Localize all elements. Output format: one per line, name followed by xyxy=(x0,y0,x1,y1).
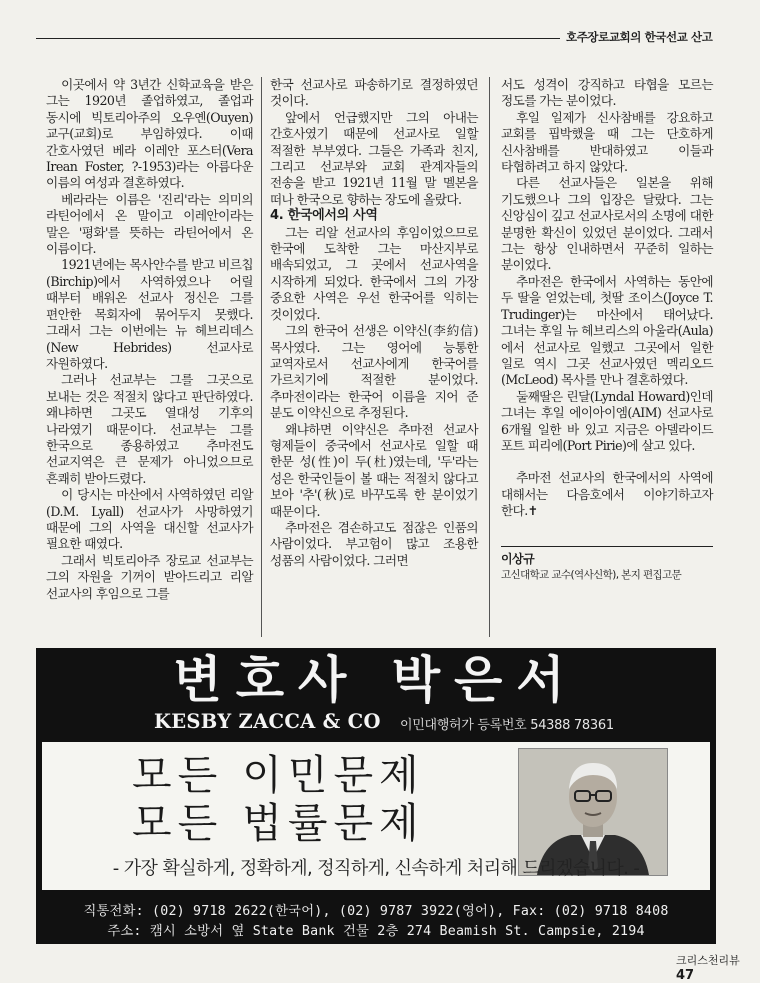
paragraph: 왜냐하면 이약신은 추마전 선교사 형제들이 중국에서 선교사로 일할 때 한문 성(性)이 두(杜)였는데, '두'라는 성은 한국인들이 볼 때는 적절치 않다고 보아 '추'(秋)로 바꾸도록 한 분이었기 때문이다. xyxy=(270,421,478,519)
header-rule xyxy=(36,38,560,39)
ad-registration-number: 이민대행허가 등록번호 54388 78361 xyxy=(400,718,614,733)
paragraph: 추마전은 한국에서 사역하는 동안에 두 딸을 얻었는데, 첫딸 조이스(Joyce T. Trudinger)는 마산에서 태어났다. 그녀는 후일 뉴 헤브리스의 아울라(Aula)에서 선교사로 일했고 그곳에서 일한 일로 역시 그곳 선교사였던 멕리오드(McLeod) 목사를 만나 결혼하였다. xyxy=(501,273,713,388)
column-divider xyxy=(261,77,262,637)
ad-headline: 변호사 박은서 xyxy=(173,651,579,709)
ad-slogan-line-1: 모든 이민문제 xyxy=(132,751,425,799)
ad-phone-line: 직통전화: (02) 9718 2622(한국어), (02) 9787 3922(영어), Fax: (02) 9718 8408 xyxy=(83,904,669,919)
paragraph: 다른 선교사들은 일본을 위해 기도했으나 그의 입장은 달랐다. 그는 신앙심이 깊고 선교사로서의 소명에 대한 분명한 확신이 있었던 분이었다. 그래서 그는 항상 인내하면서 꾸준히 일하는 분이었다. xyxy=(501,175,713,273)
section-heading: 4. 한국에서의 사역 xyxy=(270,208,378,224)
paragraph: 앞에서 언급했지만 그의 아내는 간호사였기 때문에 선교사로 일할 적절한 부부였다. 그들은 가족과 친지, 그리고 선교부와 교회 관계자들의 전송을 받고 1921년 11월 말 멜본을 떠나 한국으로 향하는 장도에 올랐다. xyxy=(270,109,478,207)
paragraph: 그래서 빅토리아주 장로교 선교부는 그의 자원을 기꺼이 받아드리고 리알 선교사의 후임으로 그를 xyxy=(46,552,253,601)
column-divider xyxy=(489,77,490,637)
page-number: 47 xyxy=(676,968,695,983)
paragraph: 이 당시는 마산에서 사역하였던 리알(D.M. Lyall) 선교사가 사망하였기 때문에 그의 사역을 대신할 선교사가 필요한 때였다. xyxy=(46,487,253,552)
article-column-3 xyxy=(501,77,713,583)
paragraph: 서도 성격이 강직하고 타협을 모르는 정도를 가는 분이었다. xyxy=(501,77,713,109)
paragraph: 그는 리알 선교사의 후임이었으므로 한국에 도착한 그는 마산지부로 배속되었고, 그 곳에서 선교사역을 시작하게 되었다. 한국에서 그의 가장 중요한 사역은 우선 한국어를 익히는 것이었다. xyxy=(270,224,478,322)
paragraph: 베라라는 이름은 '진리'라는 의미의 라틴어에서 온 말이고 이레안이라는 말은 '평화'를 뜻하는 라틴어에서 온 이름이다. xyxy=(46,191,253,257)
paragraph: 이곳에서 약 3년간 신학교육을 받은 그는 1920년 졸업하였고, 졸업과 동시에 빅토리아주의 오우옌(Ouyen)교구(교회)로 부임하였다. 이때 간호사였던 베라 이레안 포스터(Vera Irean Foster, ?-1953)라는 아름다운 이름의 여성과 결혼하였다. xyxy=(46,77,253,191)
paragraph: 그러나 선교부는 그를 그곳으로 보내는 것은 적절치 않다고 판단하였다. 왜냐하면 그곳도 열대성 기후의 나라였기 때문이다. 선교부는 그를 한국으로 종용하였고 추마전도 선교지역은 큰 문제가 아니었으므로 흔쾌히 받아드렸다. xyxy=(46,372,253,486)
ad-firm-name: KESBY ZACCA & CO xyxy=(154,710,381,733)
paragraph: 후일 일제가 신사참배를 강요하고 교회를 핍박했을 때 그는 단호하게 신사참배를 반대하였고 이들과 타협하려고 하지 않았다. xyxy=(501,109,713,175)
paragraph: 둘째딸은 린달(Lyndal Howard)인데 그녀는 후일 에이아이엠(AIM) 선교사로 6개월 일한 바 있고 지금은 아델라이드 포트 피리에(Port Pirie)에 살고 있다. xyxy=(501,388,713,453)
page-footer xyxy=(676,952,760,983)
running-header: 호주장로교회의 한국선교 산고 xyxy=(566,30,713,44)
paragraph: 그의 한국어 선생은 이약신(李約信) 목사였다. 그는 영어에 능통한 교역자로서 선교사에게 한국어를 가르치기에 적절한 분이었다. 추마전이라는 한국어 이름을 지어 준 분도 이약신으로 추정된다. xyxy=(270,323,478,421)
paragraph: 한국 선교사로 파송하기로 결정하였던 것이다. xyxy=(270,77,478,109)
ad-address-line: 주소: 캠시 소방서 옆 State Bank 건물 2층 274 Beamish St. Campsie, 2194 xyxy=(107,924,645,939)
paragraph: 추마전은 겸손하고도 점잖은 인품의 사람이었다. 부고험이 많고 조용한 성품의 사람이었다. 그러면 xyxy=(270,519,478,568)
paragraph: 추마전 선교사의 한국에서의 사역에 대해서는 다음호에서 이야기하고자 한다.✝ xyxy=(501,470,713,519)
ad-slogan-panel xyxy=(42,742,710,890)
paragraph: 1921년에는 목사안수를 받고 비르칩(Birchip)에서 사역하였으나 어릴 때부터 배워온 선교사 정신은 그를 편안한 목회자에 묶어두지 못했다. 그래서 그는 이번에는 뉴 헤브리데스(New Hebrides) 선교사로 자원하였다. xyxy=(46,257,253,371)
ad-slogan-line-2: 모든 법률문제 xyxy=(132,799,425,847)
author-rule xyxy=(501,546,713,547)
magazine-name: 크리스천리뷰 xyxy=(676,954,740,967)
ad-tagline: - 가장 확실하게, 정확하게, 정직하게, 신속하게 처리해 드리겠습니다. - xyxy=(112,858,640,879)
author-name: 이상규 xyxy=(501,551,535,566)
author-affiliation: 고신대학교 교수(역사신학), 본지 편집고문 xyxy=(501,568,682,581)
article-column-2 xyxy=(270,77,478,569)
lawyer-advertisement xyxy=(36,648,716,944)
ad-header xyxy=(36,648,716,740)
article-column-1 xyxy=(46,77,253,602)
